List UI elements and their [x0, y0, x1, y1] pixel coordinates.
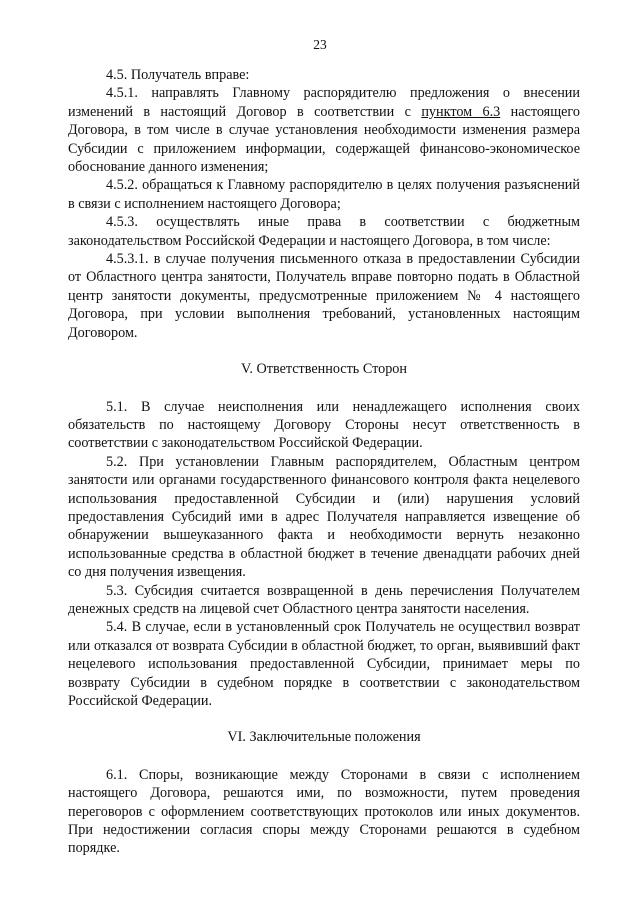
paragraph-4-5: 4.5. Получатель вправе: — [106, 67, 250, 83]
paragraph-4-5-1-end: настоящего Договора, в том числе в случае установления необходимости изменения размера Субсидии с приложением информации, содержащей финансово-экономическое обоснование данного изменения; — [68, 103, 580, 176]
paragraph-4-5-3: 4.5.3. осуществлять иные права в соответствии с бюджетным законодательством Российской Федерации и настоящего Договора, в том числе: — [68, 214, 580, 249]
paragraph-5-2: 5.2. При установлении Главным распорядителем, Областным центром занятости или органами государственного финансового контроля факта нецелевого использования предоставленной Субсидии и (или) нарушения условий предоставления Субсидий ими в адрес Получателя направляется извещение об обнаружении вышеуказанного факта и необходимости вернуть незаконно использованные средства в областной бюджет в течение двенадцати рабочих дней со дня получения извещения. — [68, 453, 580, 581]
section-heading-5: V. Ответственность Сторон — [241, 361, 407, 378]
link-clause-6-3[interactable]: пунктом 6.3 — [421, 103, 501, 120]
paragraph-4-5-1-start: 4.5.1. направлять Главному распорядителю предложения о внесении изменений в настоящий Договор в соответствии с — [68, 85, 580, 120]
paragraph-4-5-3-1: 4.5.3.1. в случае получения письменного отказа в предоставлении Субсидии от Областного центра занятости, Получатель вправе повторно подать в Областной центр занятости документы, предусмотренные приложением № 4 настоящего Договора, при условии выполнения требований, установленных настоящим Договором. — [68, 251, 580, 341]
paragraph-5-1: 5.1. В случае неисполнения или ненадлежащего исполнения своих обязательств по настоящему Договору Стороны несут ответственность в соответствии с законодательством Российской Федерации. — [68, 398, 580, 452]
paragraph-6-1: 6.1. Споры, возникающие между Сторонами в связи с исполнением настоящего Договора, решаются ими, по возможности, путем проведения переговоров с оформлением соответствующих протоколов или иных документов. При недостижении согласия споры между Сторонами решаются в судебном порядке. — [68, 766, 580, 857]
paragraph-5-3: 5.3. Субсидия считается возвращенной в день перечисления Получателем денежных средств на лицевой счет Областного центра занятости населения. — [68, 582, 580, 617]
document-body — [68, 66, 580, 858]
paragraph-5-4: 5.4. В случае, если в установленный срок Получатель не осуществил возврат или отказался от возврата Субсидии в областной бюджет, то орган, выявивший факт нецелевого использования предоставленной Субсидии, принимает меры по возврату Субсидии в судебном порядке в соответствии с законодательством Российской Федерации. — [68, 619, 580, 709]
paragraph-4-5-2: 4.5.2. обращаться к Главному распорядителю в целях получения разъяснений в связи с исполнением настоящего Договора; — [68, 177, 580, 212]
paragraph-4-5-1 — [68, 84, 580, 176]
page-number: 23 — [313, 37, 327, 52]
section-heading-6: VI. Заключительные положения — [227, 729, 421, 746]
